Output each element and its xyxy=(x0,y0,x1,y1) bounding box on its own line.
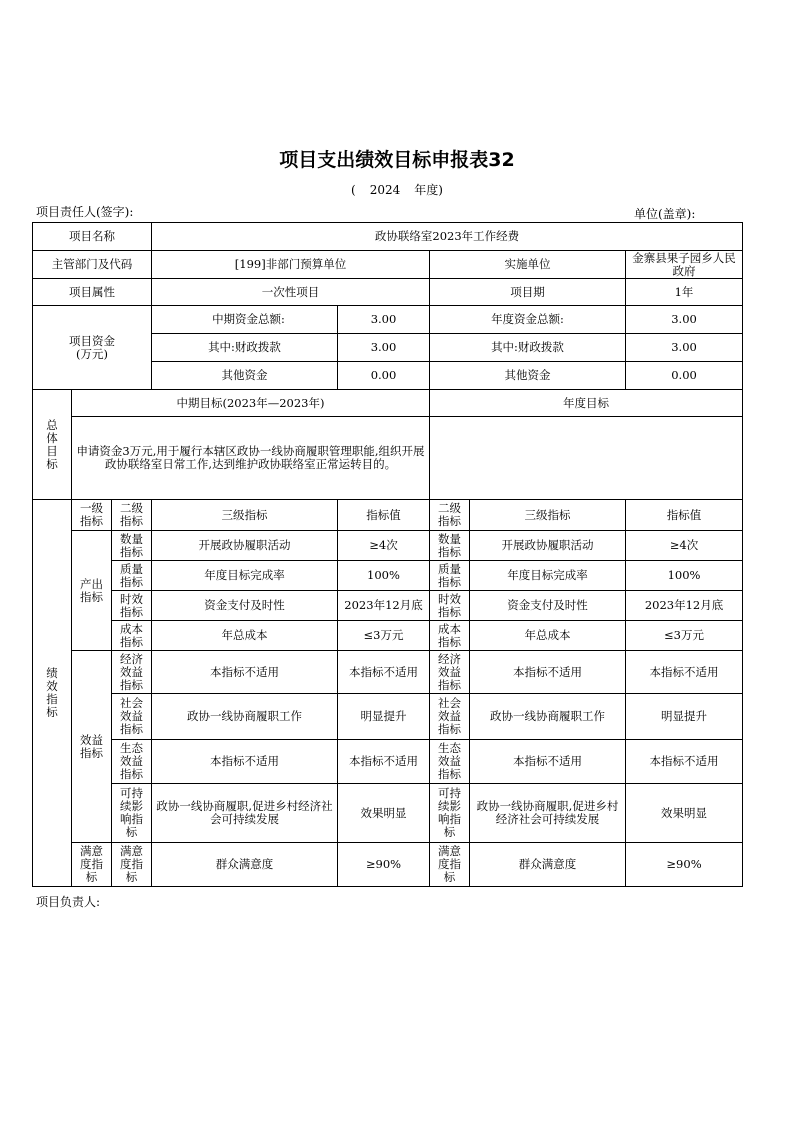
level3: 年总成本 xyxy=(152,621,338,651)
level2: 质量 指标 xyxy=(112,561,152,591)
h-level2-year: 二级 指标 xyxy=(430,500,470,531)
level2-year: 数量 指标 xyxy=(430,531,470,561)
unit-seal: 单位(盖章): xyxy=(634,207,696,221)
year-fiscal: 3.00 xyxy=(626,334,743,362)
attr-label: 项目属性 xyxy=(33,279,152,306)
level3: 资金支付及时性 xyxy=(152,591,338,621)
row-perf-header xyxy=(33,500,743,531)
goals-label: 总 体 目 标 xyxy=(33,390,72,500)
level2-year: 生态 效益 指标 xyxy=(430,740,470,784)
level2-year: 质量 指标 xyxy=(430,561,470,591)
level3-year: 本指标不适用 xyxy=(470,651,626,694)
year-goal-header: 年度目标 xyxy=(430,390,743,417)
row-project-name xyxy=(33,223,743,251)
level2-year: 满意 度指 标 xyxy=(430,843,470,887)
level2: 可持 续影 响指 标 xyxy=(112,784,152,843)
performance-table xyxy=(32,222,743,887)
year-value: 2024 xyxy=(369,183,401,197)
year-label: 年度) xyxy=(414,183,443,197)
level3: 群众满意度 xyxy=(152,843,338,887)
level3-year: 本指标不适用 xyxy=(470,740,626,784)
level2-year: 成本 指标 xyxy=(430,621,470,651)
level2-year: 时效 指标 xyxy=(430,591,470,621)
level2: 生态 效益 指标 xyxy=(112,740,152,784)
project-name-label: 项目名称 xyxy=(33,223,152,251)
perf-label: 绩 效 指 标 xyxy=(33,500,72,887)
indicator-value: ≥4次 xyxy=(338,531,430,561)
perf-row-satisfaction xyxy=(33,843,743,887)
level2-year: 社会 效益 指标 xyxy=(430,694,470,740)
indicator-value: 明显提升 xyxy=(338,694,430,740)
mid-other: 0.00 xyxy=(338,362,430,390)
h-value-year: 指标值 xyxy=(626,500,743,531)
row-dept xyxy=(33,251,743,279)
indicator-value: ≥90% xyxy=(338,843,430,887)
indicator-value: 效果明显 xyxy=(338,784,430,843)
mid-fiscal: 3.00 xyxy=(338,334,430,362)
indicator-value: 本指标不适用 xyxy=(338,651,430,694)
mid-fiscal-label: 其中:财政拨款 xyxy=(152,334,338,362)
mid-goal-text: 申请资金3万元,用于履行本辖区政协一线协商履职管理职能,组织开展政协联络室日常工作,达到维护政协联络室正常运转目的。 xyxy=(72,417,430,500)
indicator-value-year: ≤3万元 xyxy=(626,621,743,651)
row-funds-total xyxy=(33,306,743,334)
indicator-value-year: 100% xyxy=(626,561,743,591)
level3: 本指标不适用 xyxy=(152,651,338,694)
indicator-value-year: 2023年12月底 xyxy=(626,591,743,621)
project-name: 政协联络室2023年工作经费 xyxy=(152,223,743,251)
h-value: 指标值 xyxy=(338,500,430,531)
indicator-value: 2023年12月底 xyxy=(338,591,430,621)
level3: 年度目标完成率 xyxy=(152,561,338,591)
responsible-sign: 项目责任人(签字): xyxy=(36,205,134,219)
level2: 满意 度指 标 xyxy=(112,843,152,887)
level3: 政协一线协商履职工作 xyxy=(152,694,338,740)
satisfaction-label: 满意 度指 标 xyxy=(72,843,112,887)
level3-year: 年总成本 xyxy=(470,621,626,651)
level3: 政协一线协商履职,促进乡村经济社会可持续发展 xyxy=(152,784,338,843)
h-level3-year: 三级指标 xyxy=(470,500,626,531)
dept-label: 主管部门及代码 xyxy=(33,251,152,279)
year-total: 3.00 xyxy=(626,306,743,334)
mid-other-label: 其他资金 xyxy=(152,362,338,390)
form-title: 项目支出绩效目标申报表32 xyxy=(279,149,515,171)
level3-year: 政协一线协商履职,促进乡村经济社会可持续发展 xyxy=(470,784,626,843)
benefit-label: 效益 指标 xyxy=(72,651,112,843)
perf-row-quality xyxy=(33,561,743,591)
level2: 时效 指标 xyxy=(112,591,152,621)
mid-total: 3.00 xyxy=(338,306,430,334)
year-other: 0.00 xyxy=(626,362,743,390)
indicator-value: ≤3万元 xyxy=(338,621,430,651)
level2: 经济 效益 指标 xyxy=(112,651,152,694)
project-leader: 项目负责人: xyxy=(36,895,101,909)
year-open: ( xyxy=(351,183,356,197)
year-fiscal-label: 其中:财政拨款 xyxy=(430,334,626,362)
perf-row-ecological xyxy=(33,740,743,784)
level2: 成本 指标 xyxy=(112,621,152,651)
impl-label: 实施单位 xyxy=(430,251,626,279)
level2: 数量 指标 xyxy=(112,531,152,561)
indicator-value-year: ≥4次 xyxy=(626,531,743,561)
perf-row-timeliness xyxy=(33,591,743,621)
row-goals-header xyxy=(33,390,743,417)
level3: 开展政协履职活动 xyxy=(152,531,338,561)
perf-row-quantity xyxy=(33,531,743,561)
indicator-value-year: 本指标不适用 xyxy=(626,740,743,784)
year-total-label: 年度资金总额: xyxy=(430,306,626,334)
perf-row-social xyxy=(33,694,743,740)
indicator-value: 本指标不适用 xyxy=(338,740,430,784)
mid-total-label: 中期资金总额: xyxy=(152,306,338,334)
impl-value: 金寨县果子园乡人民政府 xyxy=(626,251,743,279)
row-goals-text xyxy=(33,417,743,500)
h-level1: 一级 指标 xyxy=(72,500,112,531)
indicator-value-year: 本指标不适用 xyxy=(626,651,743,694)
level3-year: 资金支付及时性 xyxy=(470,591,626,621)
perf-row-sustainable xyxy=(33,784,743,843)
level2-year: 经济 效益 指标 xyxy=(430,651,470,694)
indicator-value: 100% xyxy=(338,561,430,591)
perf-row-economic xyxy=(33,651,743,694)
mid-goal-header: 中期目标(2023年—2023年) xyxy=(72,390,430,417)
indicator-value-year: 明显提升 xyxy=(626,694,743,740)
perf-row-cost xyxy=(33,621,743,651)
level3-year: 政协一线协商履职工作 xyxy=(470,694,626,740)
row-attr xyxy=(33,279,743,306)
indicator-value-year: 效果明显 xyxy=(626,784,743,843)
level3-year: 开展政协履职活动 xyxy=(470,531,626,561)
indicator-value-year: ≥90% xyxy=(626,843,743,887)
h-level3: 三级指标 xyxy=(152,500,338,531)
output-label: 产出 指标 xyxy=(72,531,112,651)
funds-label: 项目资金 (万元) xyxy=(33,306,152,390)
period-label: 项目期 xyxy=(430,279,626,306)
level3-year: 年度目标完成率 xyxy=(470,561,626,591)
level3: 本指标不适用 xyxy=(152,740,338,784)
year-line xyxy=(0,181,794,198)
year-goal-text xyxy=(430,417,743,500)
level2-year: 可持 续影 响指 标 xyxy=(430,784,470,843)
year-other-label: 其他资金 xyxy=(430,362,626,390)
level3-year: 群众满意度 xyxy=(470,843,626,887)
level2: 社会 效益 指标 xyxy=(112,694,152,740)
period-value: 1年 xyxy=(626,279,743,306)
dept-value: [199]非部门预算单位 xyxy=(152,251,430,279)
h-level2: 二级 指标 xyxy=(112,500,152,531)
attr-value: 一次性项目 xyxy=(152,279,430,306)
